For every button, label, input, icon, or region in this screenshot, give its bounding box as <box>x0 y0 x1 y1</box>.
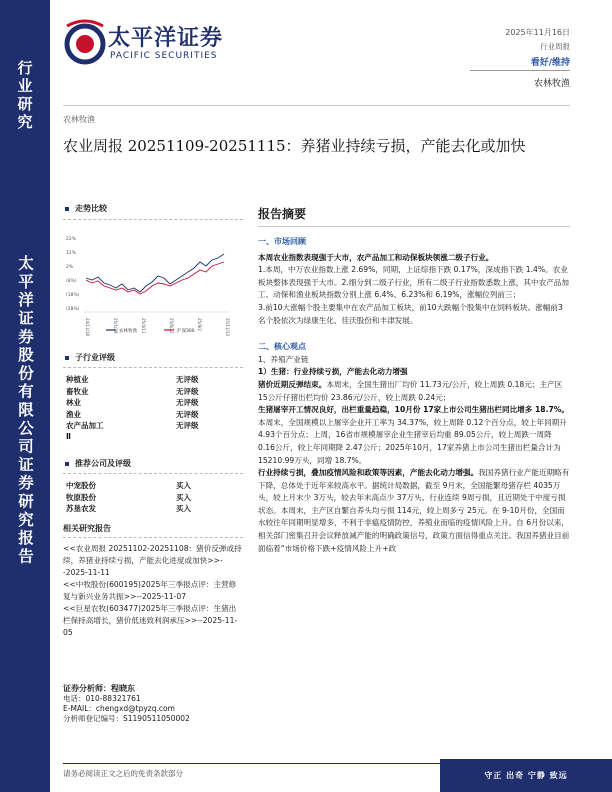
sector-rating: 看好/维持 <box>530 58 570 68</box>
logo-mark-icon <box>63 18 107 66</box>
company-row <box>66 492 241 503</box>
x-tick-label: 24/11/18 <box>85 318 90 336</box>
divider <box>63 219 243 220</box>
para-price-body: 本周末，全国生猪出厂均价 11.73元/公斤，较上周跌 0.18元；主产区 15公斤仔猪出栏均价 23.86元/公斤，较上周跌 0.24元； <box>258 379 563 402</box>
trend-heading-label: 走势比较 <box>75 204 107 213</box>
company-rating: 买入 <box>176 492 191 502</box>
analyst-name: 证券分析师：程晓东 <box>63 684 135 693</box>
company-name: 苏垦农发 <box>66 504 96 513</box>
x-tick-label: 25/11/13 <box>225 318 230 336</box>
related-item[interactable]: <<中牧股份(600195)2025年三季报点评：主营修复与新兴业务共振>>--2025-11-07 <box>63 580 237 601</box>
logo-text-cn: 太平洋证券 <box>108 26 224 51</box>
sub-rating: 无评级 <box>176 386 199 396</box>
analyst-phone: 电话：010-88321761 <box>63 694 141 703</box>
company-rating-heading <box>65 458 131 469</box>
sub-rating: 无评级 <box>176 375 199 384</box>
sub-row <box>66 397 241 408</box>
y-tick-label: (18%) <box>66 293 80 298</box>
series-index-line <box>86 262 224 294</box>
para-slaughter <box>258 404 570 467</box>
sidebar-top-label: 行业研究 <box>15 60 34 132</box>
series-sector-line <box>86 254 224 292</box>
divider <box>63 537 243 538</box>
sub-name: 种植业 <box>66 375 89 384</box>
para-price <box>258 379 570 404</box>
company-logo <box>63 18 263 78</box>
trend-heading <box>65 203 107 214</box>
para-slaughter-body: 本周末，全国规模以上屠宰企业开工率为 34.37%，较上周降 0.12个百分点，较上年同期升 4.93个百分点；上周，16省市规模屠宰企业生猪宰后均重 89.05公斤，较上周跌一周降 0.16公斤，较上年同期降 2.47公斤；2025年10月，17家养猪上市公司生猪出栏量合计为 15210.99万头，同增 18.7%。 <box>258 417 567 465</box>
subsection-label: 1、养殖产业链 <box>258 354 309 364</box>
sidebar-bottom-label: 太平洋证券股份有限公司证券研究报告 <box>16 255 35 567</box>
related-item[interactable]: <<农业周报 20251102-20251108：猪价反弹或持续，养猪业持续亏损，产能去化进度或加快>>--2025-11-11 <box>63 544 242 577</box>
x-tick-label: 25/1/29 <box>113 318 118 334</box>
trend-chart <box>64 228 244 340</box>
company-name: 中宠股份 <box>66 481 96 490</box>
related-item[interactable]: <<巨星农牧(603477)2025年三季报点评：生猪出栏保持高增长，猪价低迷致利润承压>>--2025-11-05 <box>63 604 238 637</box>
related-heading: 相关研究报告 <box>63 524 111 533</box>
para-capacity-body: 我国养猪行业产能近期略有下降，总体处于近年来较高水平。据统计局数据，截至 9月末，全国能繁母猪存栏 4035万头，较上月末少 3万头，较去年末高点少 37万头。行业连续 9周亏损，且近期处于中度亏损状态。本周末，主产区自繁自养头均亏损 114元，较上周多亏 25元。在 9-10月份，全国而水较往年同期明显增多，不利于非瘟疫情防控，养殖业而临的疫情风险上升。自 6月份以来，相关部门密集召开会议释放减产能的明确政策信号，政策方面信得重点关注。我国养猪业目前面临着“市场价格下跌+疫情风险上升+政 <box>258 468 570 553</box>
sub-name: 畜牧业 <box>66 386 89 396</box>
company-rating-heading-label: 推荐公司及评级 <box>75 459 131 468</box>
company-row <box>66 480 241 491</box>
legend-sector: 农林牧渔 <box>119 329 137 334</box>
y-tick-label: (28%) <box>66 307 80 312</box>
page-title: 农业周报 20251109-20251115：养猪业持续亏损，产能去化或加快 <box>63 137 526 155</box>
sub-row <box>66 420 241 431</box>
sidebar-top <box>10 60 40 140</box>
sub-row <box>66 386 241 397</box>
para-slaughter-lead: 生猪屠宰开工情况良好，出栏重量趋稳，10月份 17家上市公司生猪出栏同比增多 18.7%。 <box>258 405 569 415</box>
report-date: 2025年11月16日 <box>505 28 570 37</box>
bullet-icon <box>65 462 69 466</box>
slogan: 守正 出奇 宁静 致远 <box>440 759 612 792</box>
sector-name: 农林牧渔 <box>533 79 570 89</box>
x-tick-label: 25/4/11 <box>141 318 146 334</box>
market-body-2: 3.前10大涨幅个股主要集中在农产品加工板块，前10大跌幅个股集中在饲料板块。涨幅前3名个股依次为绿康生化、佳沃股份和丰津发展。 <box>258 302 563 325</box>
analyst-cert: 分析师登记编号：S1190511050002 <box>63 714 190 723</box>
sidebar-bottom <box>10 255 40 715</box>
related-list <box>63 543 243 639</box>
sub-name: Ⅱ <box>66 431 71 441</box>
bullet-icon <box>65 207 69 211</box>
sub-name: 渔业 <box>66 409 81 419</box>
analyst-block <box>63 684 190 724</box>
sub-rating: 无评级 <box>176 398 199 407</box>
header-divider <box>470 70 570 71</box>
company-row <box>66 503 241 514</box>
sub-rating-heading <box>65 352 115 363</box>
market-body-1: 1.本周，中万农业指数上涨 2.69%，同期，上证综指下跌 0.17%，深成指下跌 1.4%。农业板块整体表现强于大市。2.细分到二级子行业，所有二级子行业指数悉数上涨，其中农产品加工、动保和渔业板块指数分别上涨 6.4%、6.23%和 6.19%，涨幅位列前三； <box>258 265 569 300</box>
para-capacity-lead: 行业持续亏损，叠加疫情风险和政策等因素，产能去化动力增强。 <box>258 468 479 478</box>
para-capacity <box>258 467 570 555</box>
y-tick-label: 2% <box>66 265 74 270</box>
bullet-icon <box>65 356 69 360</box>
sub-row <box>66 409 241 420</box>
summary-heading: 报告摘要 <box>258 207 307 221</box>
divider <box>63 473 243 474</box>
company-rating: 买入 <box>176 504 191 513</box>
y-tick-label: 12% <box>66 251 77 256</box>
analyst-email[interactable]: E-MAIL：chengxd@tpyzq.com <box>63 704 175 713</box>
sub-name: 农产品加工 <box>66 421 104 430</box>
market-lead: 本周农业指数表现强于大市，农产品加工和动保板块领涨二级子行业。 <box>258 252 494 262</box>
header-rule <box>63 105 570 106</box>
sidebar <box>0 0 50 792</box>
sub-row <box>66 374 241 385</box>
disclaimer: 请务必阅读正文之后的免责条款部分 <box>63 769 183 778</box>
company-rating: 买入 <box>176 481 191 490</box>
sub-row <box>66 432 241 441</box>
summary-body <box>258 236 570 555</box>
report-type: 行业周报 <box>540 42 570 51</box>
pig-heading: 1）生猪：行业持续亏损，产能去化动力增强 <box>258 367 408 377</box>
company-name: 牧原股份 <box>66 492 96 502</box>
sub-rating: 无评级 <box>176 409 199 419</box>
divider <box>63 367 243 368</box>
sub-rating-heading-label: 子行业评级 <box>75 353 115 362</box>
x-tick-label: 25/9/2 <box>197 318 202 331</box>
breadcrumb: 农林牧渔 <box>63 115 95 124</box>
legend-index: 沪深300 <box>177 329 195 334</box>
section-market-review: 一、市场回顾 <box>258 237 306 246</box>
sub-name: 林业 <box>66 398 81 407</box>
y-tick-label: 22% <box>66 237 77 242</box>
para-price-lead: 猪价近期反弹结束。 <box>258 379 327 389</box>
section-core-view: 二、核心观点 <box>258 342 306 352</box>
sub-rating: 无评级 <box>176 421 199 430</box>
x-tick-label: 25/6/22 <box>169 318 174 334</box>
y-tick-label: (8%) <box>66 279 77 284</box>
summary-rule <box>258 226 570 227</box>
logo-text-en: PACIFIC SECURITIES <box>110 51 218 61</box>
